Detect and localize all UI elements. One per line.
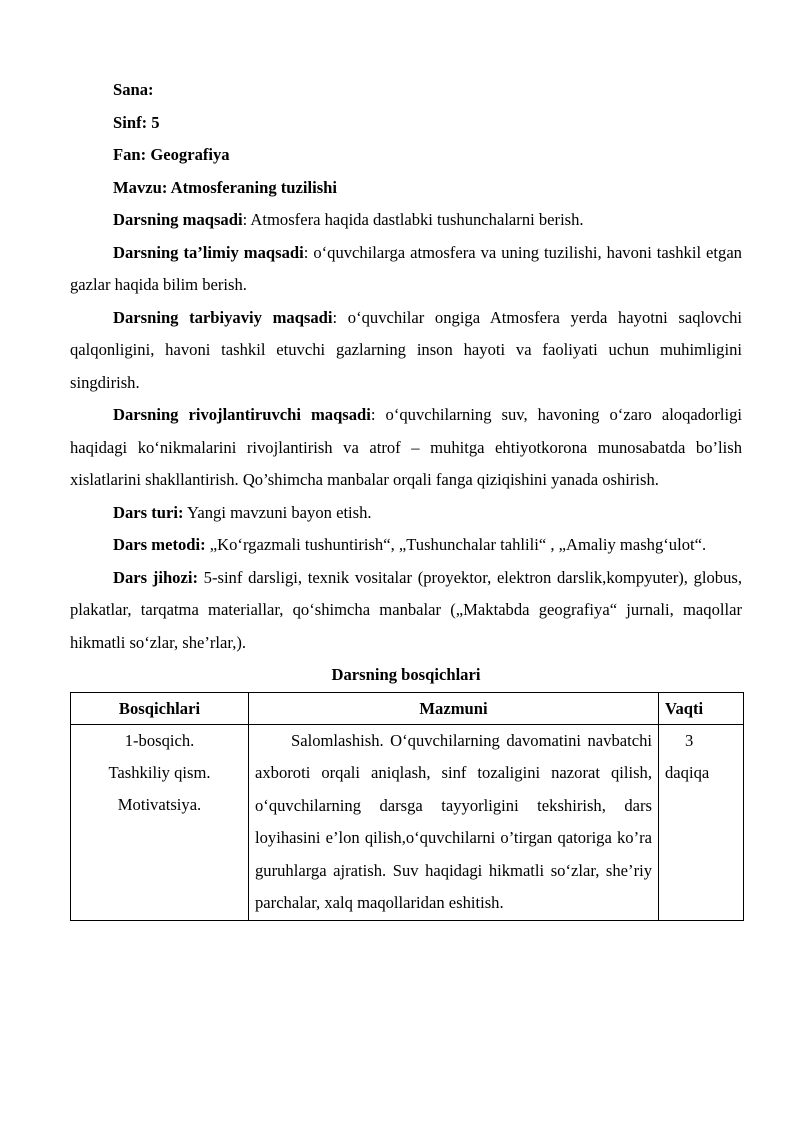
- lesson-goal: Darsning maqsadi: Atmosfera haqida dastlabki tushunchalarni berish.: [113, 210, 584, 229]
- time-unit: daqiqa: [665, 762, 710, 782]
- stage-name: Tashkiliy qism.: [108, 762, 211, 782]
- header-content: Mazmuni: [249, 692, 659, 724]
- date-line: Sana:: [113, 80, 154, 99]
- time-cell: [659, 724, 744, 921]
- lesson-type: Dars turi: Yangi mavzuni bayon etish.: [113, 502, 372, 522]
- stage-cell: [71, 724, 249, 921]
- stage-number: 1-bosqich.: [124, 730, 195, 750]
- topic-line: Mavzu: Atmosferaning tuzilishi: [113, 177, 338, 197]
- developmental-goal: Darsning rivojlantiruvchi maqsadi: o‘quvchilarning suv, havoning o‘zaro aloqadorligi haqidagi ko‘nikmalarini rivojlantirish va atrof – muhitga ehtiyotkorona munosabatda bo’lish xislatlarini shakllantirish. Qo’shimcha manbalar orqali fanga qiziqishini yanada oshirish.: [70, 405, 743, 489]
- lesson-plan: [70, 74, 742, 921]
- table-row: [71, 724, 744, 921]
- upbringing-goal: Darsning tarbiyaviy maqsadi: o‘quvchilar ongiga Atmosfera yerda hayotni saqlovchi qalqonligini, havoni tashkil etuvchi gazlarning inson hayoti va faoliyati uchun muhimligini singdirish.: [70, 307, 743, 392]
- table-title: Darsning bosqichlari: [331, 665, 481, 684]
- lesson-equipment: Dars jihozi: 5-sinf darsligi, texnik vositalar (proyektor, elektron darslik,kompyuter), globus, plakatlar, tarqatma materiallar, qo‘shimcha manbalar („Maktabda geografiya“ jurnali, maqollar hikmatli so‘zlar, she’rlar,).: [70, 567, 742, 652]
- subject-line: Fan: Geografiya: [113, 145, 230, 164]
- content-text: Salomlashish. O‘quvchilarning davomatini navbatchi axboroti orqali aniqlash, sinf tozaligini nazorat qilish, o‘quvchilarning darsga tayyorligini tekshirish, dars loyihasini e’lon qilish,o‘quvchilarni o’tirgan qatoriga ko’ra guruhlarga ajratish. Suv haqidagi hikmatli so‘zlar, she’riy parchalar, xalq maqollaridan eshitish.: [255, 730, 652, 913]
- lesson-stages-table: [70, 692, 744, 922]
- educational-goal: Darsning ta’limiy maqsadi: o‘quvchilarga atmosfera va uning tuzilishi, havoni tashkil etgan gazlar haqida bilim berish.: [70, 242, 742, 294]
- table-header-row: [71, 692, 744, 724]
- header-time: Vaqti: [659, 692, 744, 724]
- content-cell: [249, 724, 659, 921]
- grade-line: Sinf: 5: [113, 112, 160, 132]
- header-stages: Bosqichlari: [71, 692, 249, 724]
- time-value: 3: [685, 730, 694, 750]
- lesson-method: Dars metodi: „Ko‘rgazmali tushuntirish“, „Tushunchalar tahlili“ , „Amaliy mashg‘ulot“.: [113, 535, 707, 554]
- stage-sub: Motivatsiya.: [117, 794, 202, 814]
